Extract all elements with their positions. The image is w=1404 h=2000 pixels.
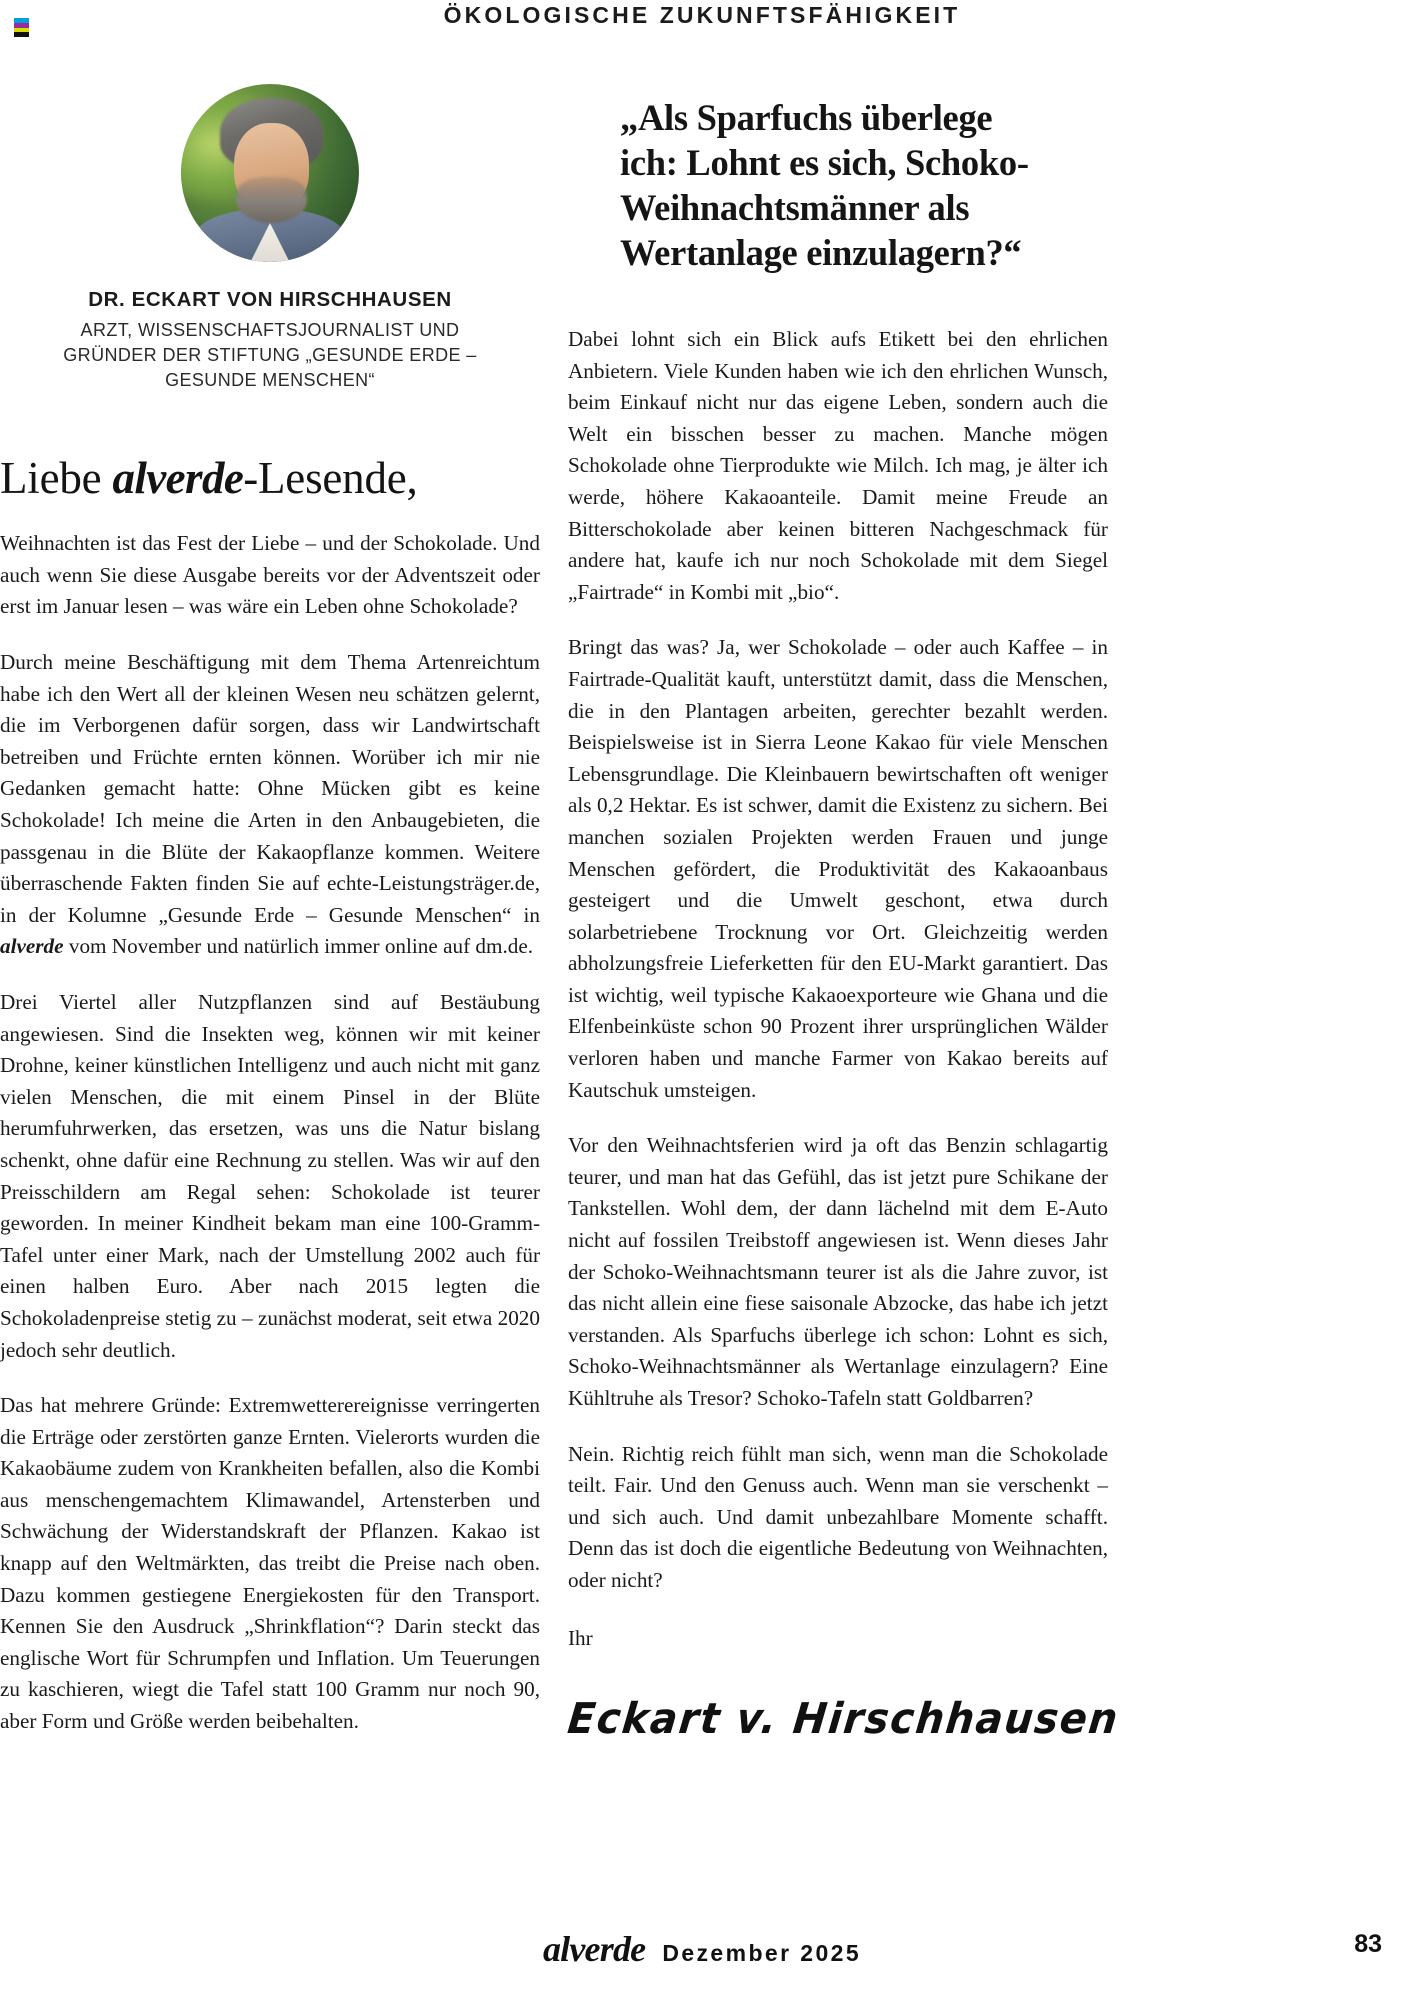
salutation-brand: alverde bbox=[112, 453, 244, 503]
paragraph: Drei Viertel aller Nutzpflanzen sind auf Bestäubung angewiesen. Sind die Insekten weg, können wir mit keiner Drohne, keiner künstlichen Intelligenz und auch nicht mit ganz vielen Menschen, die mit einem Pinsel in der Blüte herumfuhrwerken, das ersetzen, was uns die Natur bislang schenkt, ohne dafür eine Rechnung zu stellen. Was wir auf den Preisschildern am Regal sehen: Schokolade ist teurer geworden. In meiner Kindheit bekam man eine 100-Gramm-Tafel unter einer Mark, nach der Umstellung 2002 auch für einen halben Euro. Aber nach 2015 legten die Schokoladenpreise stetig zu – zunächst moderat, seit etwa 2020 jedoch sehr deutlich. bbox=[0, 989, 540, 1362]
author-role bbox=[0, 318, 540, 393]
paragraph: Bringt das was? Ja, wer Schokolade – oder auch Kaffee – in Fairtrade-Qualität kauft, unterstützt damit, dass die Menschen, die in den Plantagen arbeiten, gerechter bezahlt werden. Beispielsweise ist in Sierra Leone Kakao für viele Menschen Lebensgrundlage. Die Kleinbauern bewirtschaften oft weniger als 0,2 Hektar. Es ist schwer, damit die Existenz zu sichern. Bei manchen sozialen Projekten werden Frauen und junge Menschen gefördert, die Produktivität des Kakaoanbaus gesteigert und die Umwelt geschont, etwa durch solarbetriebene Trocknung vor Ort. Gleichzeitig werden abholzungsfreie Lieferketten für den EU-Markt garantiert. Das ist wichtig, weil typische Kakaoexporteure wie Ghana und die Elfenbeinküste schon 90 Prozent ihrer ursprünglichen Wälder verloren haben und manche Farmer von Kakao bereits auf Kautschuk umsteigen. bbox=[568, 635, 1108, 1102]
pull-quote-line-1: „Als Sparfuchs überlege bbox=[620, 97, 993, 138]
paragraph-text: Durch meine Beschäftigung mit dem Thema Artenreichtum habe ich den Wert all der kleinen Wesen neu schätzen gelernt, die im Verborgenen dafür sorgen, dass wir Landwirtschaft betreiben und Früchte ernten können. Worüber ich mir nie Gedanken gemacht hatte: Ohne Mücken gibt es keine Schokolade! Ich meine die Arten in den Anbaugebieten, die passgenau in die Blüte der Kakaopflanze kommen. Weitere überraschende Fakten finden Sie auf echte-Leistungsträger.de, in der Kolumne „Gesunde Erde – Gesunde Menschen“ in bbox=[0, 650, 540, 927]
footer-center-group bbox=[0, 1928, 1404, 1970]
paragraph: Weihnachten ist das Fest der Liebe – und der Schokolade. Und auch wenn Sie diese Ausgabe bereits vor der Adventszeit oder erst im Januar lesen – was wäre ein Leben ohne Schokolade? bbox=[0, 531, 540, 619]
sign-off: Ihr bbox=[568, 1625, 593, 1650]
right-column bbox=[565, 84, 1122, 1744]
paragraph-text-tail: vom November und natürlich immer online auf dm.de. bbox=[63, 934, 534, 959]
paragraph: Nein. Richtig reich fühlt man sich, wenn man die Schokolade teilt. Fair. Und den Genuss auch. Wenn man sie verschenkt – und sich auch. Und damit unbezahlbare Momente schafft. Denn das ist doch die eigentliche Bedeutung von Weihnachten, oder nicht? bbox=[568, 1441, 1108, 1592]
pull-quote-line-2: ich: Lohnt es sich, Schoko- bbox=[620, 142, 1029, 183]
running-head: ÖKOLOGISCHE ZUKUNFTSFÄHIGKEIT bbox=[443, 2, 961, 28]
paragraph: Dabei lohnt sich ein Blick aufs Etikett bei den ehrlichen Anbietern. Viele Kunden haben wie ich den ehrlichen Wunsch, beim Einkauf nicht nur das eigene Leben, sondern auch die Welt ein bisschen besser zu machen. Manche mögen Schokolade ohne Tierprodukte wie Milch. Ich mag, je älter ich werde, höhere Kakaoanteile. Damit meine Freude an Bitterschokolade aber keinen bitteren Nachgeschmack für andere hat, kaufe ich nur noch Schokolade mit dem Siegel „Fairtrade“ in Kombi mit „bio“. bbox=[568, 327, 1108, 604]
portrait-beard bbox=[236, 177, 307, 223]
author-portrait-avatar bbox=[181, 84, 359, 262]
left-column bbox=[0, 84, 540, 1738]
author-role-line-2: GRÜNDER DER STIFTUNG „GESUNDE ERDE – bbox=[63, 345, 477, 365]
inline-brand: alverde bbox=[0, 934, 64, 959]
portrait-container bbox=[0, 84, 540, 262]
paragraph: Das hat mehrere Gründe: Extremwetterereignisse verringerten die Erträge oder zerstörten ganze Ernten. Vielerorts wurden die Kakaobäume zudem von Krankheiten befallen, also die Kombi aus menschengemachtem Klimawandel, Artensterben und Schwächung der Widerstandskraft der Pflanzen. Kakao ist knapp auf den Weltmärkten, das treibt die Preise nach oben. Dazu kommen gestiegene Energiekosten für den Transport. Kennen Sie den Ausdruck „Shrinkflation“? Darin steckt das englische Wort für Schrumpfen und Inflation. Um Teuerungen zu kaschieren, wiegt die Tafel statt 100 Gramm nur noch 90, aber Form und Größe werden beibehalten. bbox=[0, 1393, 540, 1734]
author-signature: Eckart v. Hirschhausen bbox=[565, 1694, 1122, 1744]
pull-quote bbox=[620, 95, 1108, 275]
pull-quote-line-4: Wertanlage einzulagern?“ bbox=[620, 232, 1022, 273]
paragraph: Vor den Weihnachtsferien wird ja oft das Benzin schlagartig teurer, und man hat das Gefühl, das ist jetzt pure Schikane der Tankstellen. Wohl dem, der dann lächelnd mit dem E-Auto nicht auf fossilen Treibstoff angewiesen ist. Wenn dieses Jahr der Schoko-Weihnachtsmann teurer ist als die Jahre zuvor, ist das nicht allein eine fiese saisonale Abzocke, das habe ich jetzt verstanden. Als Sparfuchs überlege ich schon: Lohnt es sich, Schoko-Weihnachtsmänner als Wertanlage einzulagern? Eine Kühltruhe als Tresor? Schoko-Tafeln statt Goldbarren? bbox=[568, 1133, 1108, 1410]
footer-brand: alverde bbox=[542, 1929, 646, 1969]
pull-quote-line-3: Weihnachtsmänner als bbox=[620, 187, 970, 228]
footer-issue-date: Dezember 2025 bbox=[662, 1940, 862, 1966]
paragraph bbox=[0, 647, 540, 963]
author-role-line-3: GESUNDE MENSCHEN“ bbox=[165, 370, 375, 390]
salutation-prefix: Liebe bbox=[0, 453, 113, 503]
left-column-body bbox=[0, 528, 540, 1737]
page-number: 83 bbox=[1354, 1930, 1382, 1958]
page-footer bbox=[0, 1928, 1404, 1972]
salutation-suffix: -Lesende, bbox=[243, 453, 418, 503]
author-role-line-1: ARZT, WISSENSCHAFTSJOURNALIST UND bbox=[80, 320, 460, 340]
author-name: DR. ECKART VON HIRSCHHAUSEN bbox=[88, 288, 452, 311]
salutation-headline bbox=[0, 455, 540, 502]
right-column-body bbox=[568, 324, 1108, 1597]
